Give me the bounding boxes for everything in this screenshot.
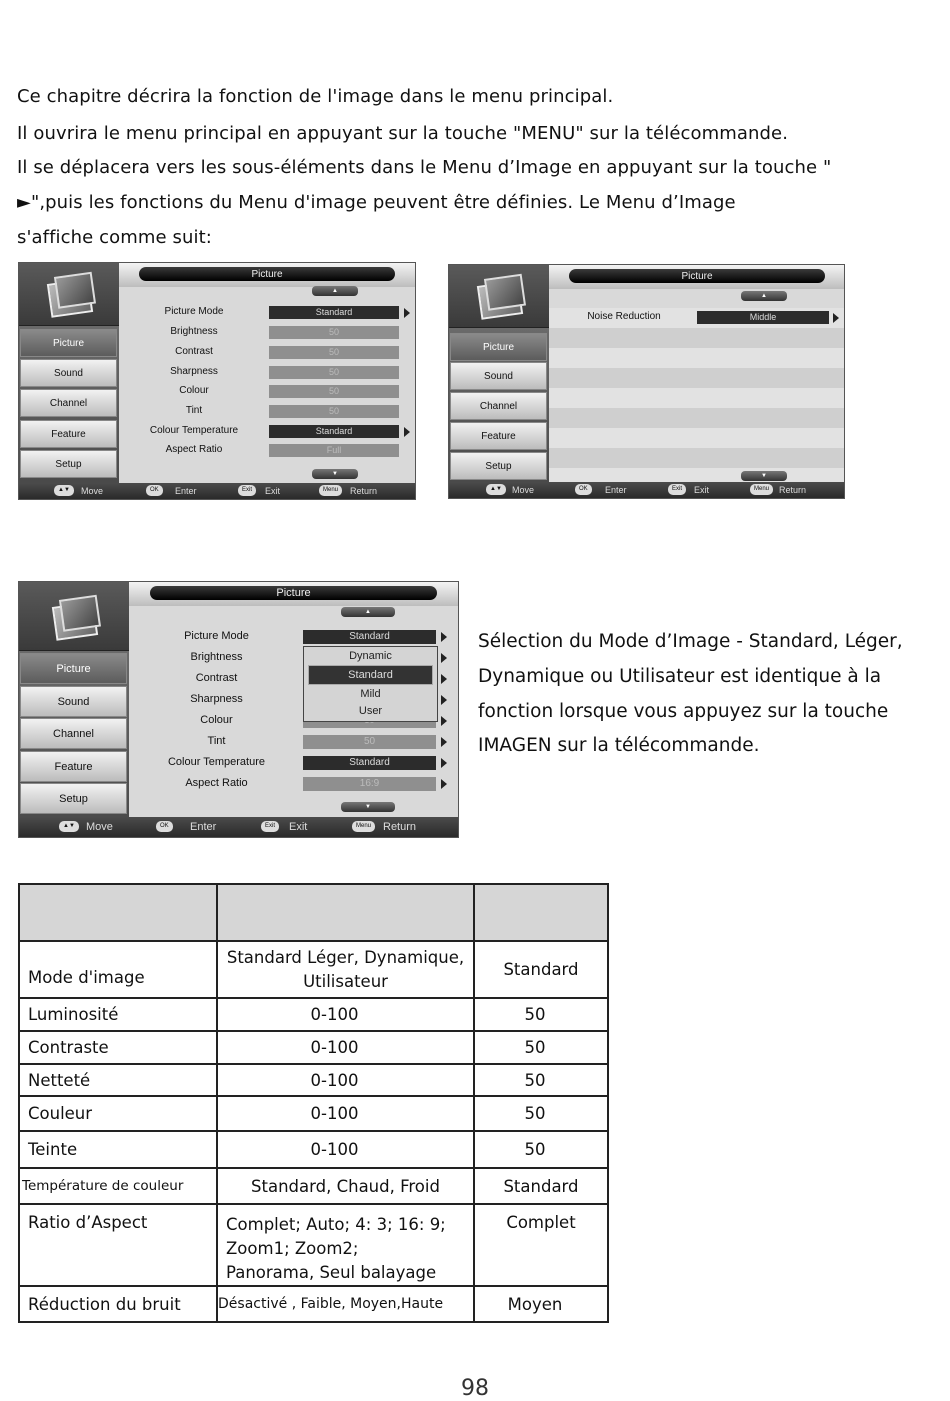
setting-range: Standard Léger, Dynamique, Utilisateur [217, 941, 474, 998]
right-arrow-icon[interactable] [441, 758, 447, 768]
menu-title: Picture [150, 586, 437, 600]
row-label: Sharpness [190, 693, 243, 705]
setting-default: 50 [474, 1096, 608, 1131]
aspect-ratio-value[interactable]: Full [269, 444, 399, 457]
setting-default: 50 [474, 1031, 608, 1064]
setting-name: Température de couleur [19, 1168, 217, 1204]
table-header-row [19, 884, 608, 941]
sidebar-item-channel[interactable]: Channel [20, 389, 117, 417]
move-key: ▲▼ [59, 821, 79, 832]
setting-name: Mode d'image [19, 941, 217, 998]
enter-label: Enter [605, 485, 627, 495]
menu-title: Picture [139, 267, 395, 281]
table-row [19, 1031, 608, 1064]
picture-category-icon [19, 582, 129, 651]
ok-key: OK [575, 484, 592, 495]
ok-key: OK [146, 485, 163, 496]
return-label: Return [350, 486, 378, 496]
header-cell [217, 884, 474, 941]
sidebar-item-picture[interactable]: Picture [20, 329, 117, 357]
right-arrow-icon[interactable] [441, 674, 447, 684]
setting-name: Luminosité [19, 998, 217, 1031]
row-label: Aspect Ratio [185, 777, 248, 789]
dropdown-option-standard[interactable]: Standard [308, 665, 433, 685]
intro-line-1: Ce chapitre décrira la fonction de l'image dans le menu principal. [17, 86, 614, 107]
colour-temperature-value[interactable]: Standard [269, 425, 399, 438]
sidebar-item-picture[interactable]: Picture [450, 333, 547, 361]
exit-label: Exit [694, 485, 710, 495]
sidebar-item-picture[interactable]: Picture [20, 653, 127, 684]
side-text-line-4: IMAGEN sur la télécommande. [478, 735, 760, 756]
picture-settings-table [18, 883, 609, 1323]
setting-range: Standard, Chaud, Froid [217, 1168, 474, 1204]
setting-default: 50 [474, 998, 608, 1031]
scroll-up-icon[interactable]: ▲ [312, 286, 358, 296]
menu-footer [449, 482, 844, 498]
tint-value[interactable]: 50 [269, 405, 399, 418]
menu-footer [19, 483, 415, 499]
setting-range [217, 1204, 474, 1286]
sidebar-item-channel[interactable]: Channel [20, 718, 127, 749]
table-row [19, 1204, 608, 1286]
table-row [19, 941, 608, 998]
side-text-line-2: Dynamique ou Utilisateur est identique à la [478, 666, 882, 687]
menu-footer [19, 817, 458, 837]
setting-range: Désactivé , Faible, Moyen,Haute [217, 1286, 474, 1322]
setting-default: Complet [474, 1204, 608, 1286]
move-label: Move [512, 485, 535, 495]
sidebar-item-setup[interactable]: Setup [450, 452, 547, 480]
side-text-line-3: fonction lorsque vous appuyez sur la touche [478, 701, 889, 722]
contrast-value[interactable]: 50 [269, 346, 399, 359]
table-row [19, 1286, 608, 1322]
picture-mode-value[interactable]: Standard [303, 630, 436, 644]
menu-sidebar [19, 582, 129, 821]
sidebar-item-channel[interactable]: Channel [450, 392, 547, 420]
right-arrow-icon[interactable] [441, 737, 447, 747]
exit-label: Exit [265, 486, 281, 496]
sidebar-item-sound[interactable]: Sound [450, 362, 547, 390]
setting-range: 0-100 [217, 1131, 474, 1168]
enter-label: Enter [175, 486, 197, 496]
setting-name: Réduction du bruit [19, 1286, 217, 1322]
table-row [19, 1131, 608, 1168]
right-arrow-icon[interactable] [833, 313, 839, 323]
row-label: Tint [185, 405, 203, 416]
setting-name: Couleur [19, 1096, 217, 1131]
row-label: Picture Mode [184, 630, 249, 642]
ok-key: OK [156, 821, 173, 832]
right-arrow-icon[interactable] [441, 716, 447, 726]
exit-key: Exit [261, 821, 279, 832]
picture-menu-screenshot-2 [448, 264, 845, 499]
header-cell [474, 884, 608, 941]
picture-category-icon [19, 263, 119, 326]
table-row [19, 1096, 608, 1131]
dropdown-option-mild[interactable]: Mild [360, 688, 381, 700]
intro-line-2: Il ouvrira le menu principal en appuyant sur la touche "MENU" sur la télécommande. [17, 123, 789, 144]
setting-name: Netteté [19, 1064, 217, 1096]
colour-temperature-value[interactable]: Standard [303, 756, 436, 770]
picture-mode-value[interactable]: Standard [269, 306, 399, 319]
menu-sidebar [19, 263, 119, 483]
row-label: Contrast [195, 672, 238, 684]
intro-line-3: Il se déplacera vers les sous-éléments dans le Menu d’Image en appuyant sur la touche " [17, 157, 832, 178]
enter-label: Enter [190, 821, 217, 833]
setting-name: Ratio d’Aspect [19, 1204, 217, 1286]
move-key: ▲▼ [54, 485, 74, 496]
setting-name: Teinte [19, 1131, 217, 1168]
right-arrow-icon[interactable] [441, 653, 447, 663]
page-number: 98 [461, 1376, 489, 1401]
row-label: Noise Reduction [587, 311, 661, 322]
sharpness-value[interactable]: 50 [269, 366, 399, 379]
picture-menu-screenshot-3 [18, 581, 459, 838]
setting-range: 0-100 [217, 1064, 474, 1096]
range-line: Zoom1; Zoom2; [226, 1239, 359, 1258]
setting-range: 0-100 [217, 1096, 474, 1131]
row-label: Tint [207, 735, 226, 747]
brightness-value[interactable]: 50 [269, 326, 399, 339]
right-arrow-icon[interactable] [404, 427, 410, 437]
setting-default: 50 [474, 1064, 608, 1096]
setting-default: 50 [474, 1131, 608, 1168]
picture-mode-dropdown[interactable] [303, 646, 438, 722]
dropdown-option-user[interactable]: User [358, 705, 383, 717]
exit-key: Exit [238, 485, 256, 496]
move-label: Move [81, 486, 104, 496]
scroll-down-icon[interactable]: ▼ [312, 469, 358, 479]
noise-reduction-value[interactable]: Middle [697, 311, 829, 324]
menu-key: Menu [750, 484, 773, 495]
move-key: ▲▼ [486, 484, 506, 495]
sidebar-item-feature[interactable]: Feature [20, 420, 117, 448]
move-label: Move [86, 821, 113, 833]
scroll-down-icon[interactable]: ▼ [341, 802, 395, 812]
intro-line-5: s'affiche comme suit: [17, 227, 212, 248]
tint-value[interactable]: 50 [303, 735, 436, 749]
table-row [19, 1168, 608, 1204]
menu-sidebar [449, 265, 549, 482]
scroll-down-icon[interactable]: ▼ [741, 471, 787, 481]
picture-menu-screenshot-1 [18, 262, 416, 500]
return-label: Return [383, 821, 417, 833]
right-arrow-icon[interactable] [441, 695, 447, 705]
sidebar-item-setup[interactable]: Setup [20, 783, 127, 814]
exit-label: Exit [289, 821, 308, 833]
sidebar-item-setup[interactable]: Setup [20, 450, 117, 478]
row-label: Picture Mode [164, 306, 224, 317]
row-label: Colour Temperature [167, 756, 265, 768]
intro-line-4: ►",puis les fonctions du Menu d'image peuvent être définies. Le Menu d’Image [17, 192, 736, 213]
menu-key: Menu [352, 821, 375, 832]
colour-value[interactable]: 50 [269, 385, 399, 398]
row-label: Contrast [175, 346, 213, 357]
row-label: Colour [179, 385, 209, 396]
range-line: Panorama, Seul balayage [226, 1263, 437, 1282]
row-label: Colour [200, 714, 233, 726]
row-label: Brightness [190, 651, 243, 663]
range-line: Complet; Auto; 4: 3; 16: 9; [226, 1215, 446, 1234]
setting-default: Moyen [474, 1286, 608, 1322]
right-arrow-icon[interactable] [441, 632, 447, 642]
header-cell [19, 884, 217, 941]
setting-default: Standard [474, 1168, 608, 1204]
right-arrow-icon[interactable] [441, 779, 447, 789]
exit-key: Exit [668, 484, 686, 495]
menu-key: Menu [319, 485, 342, 496]
scroll-up-icon[interactable]: ▲ [341, 607, 395, 617]
table-row [19, 1064, 608, 1096]
dropdown-option-dynamic[interactable]: Dynamic [349, 650, 392, 662]
table-row [19, 998, 608, 1031]
menu-title: Picture [569, 269, 825, 283]
row-label: Colour Temperature [149, 425, 239, 436]
row-label: Aspect Ratio [165, 444, 223, 455]
side-text-line-1: Sélection du Mode d’Image - Standard, Léger, [478, 631, 903, 652]
sidebar-item-sound[interactable]: Sound [20, 686, 127, 717]
sidebar-item-feature[interactable]: Feature [20, 751, 127, 782]
row-label: Sharpness [170, 366, 218, 377]
row-label: Brightness [170, 326, 218, 337]
setting-range: 0-100 [217, 1031, 474, 1064]
setting-default: Standard [474, 941, 608, 998]
setting-range: 0-100 [217, 998, 474, 1031]
sidebar-item-sound[interactable]: Sound [20, 359, 117, 387]
return-label: Return [779, 485, 807, 495]
setting-name: Contraste [19, 1031, 217, 1064]
right-arrow-icon[interactable] [404, 308, 410, 318]
scroll-up-icon[interactable]: ▲ [741, 291, 787, 301]
aspect-ratio-value[interactable]: 16:9 [303, 777, 436, 791]
picture-category-icon [449, 265, 549, 328]
sidebar-item-feature[interactable]: Feature [450, 422, 547, 450]
